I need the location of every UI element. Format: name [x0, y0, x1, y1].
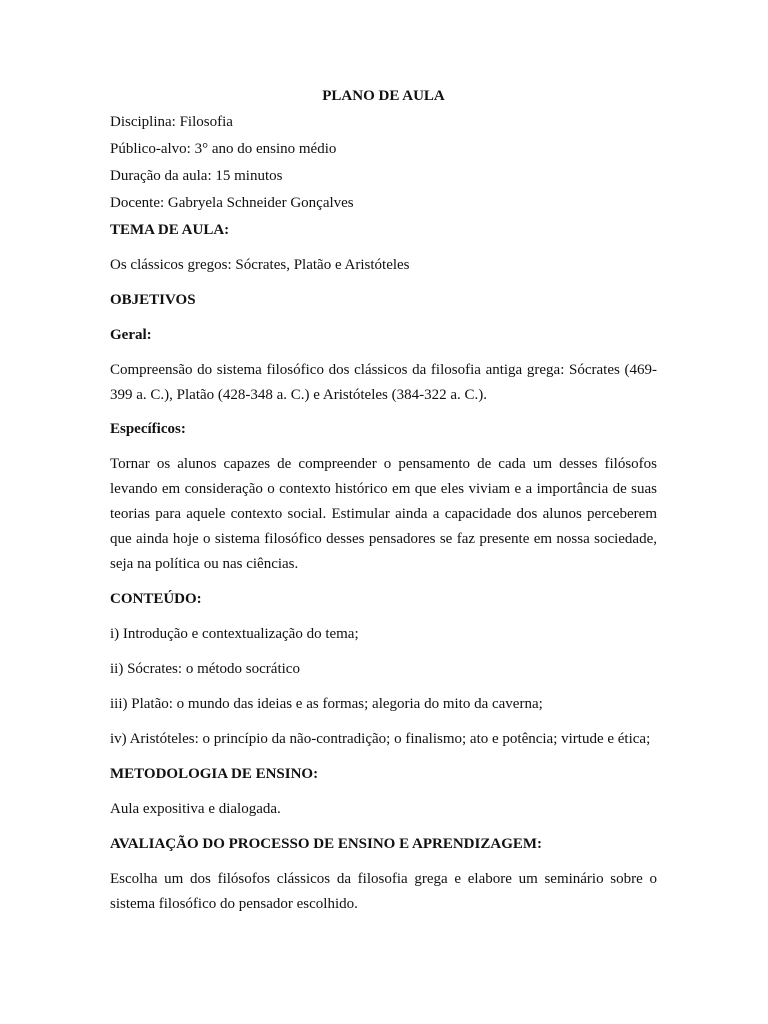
conteudo-item-1: i) Introdução e contextualização do tema; [110, 626, 359, 642]
especificos-heading: Específicos: [110, 421, 186, 437]
header-audience: Público-alvo: 3° ano do ensino médio [110, 141, 337, 157]
conteudo-heading: CONTEÚDO: [110, 591, 202, 607]
avaliacao-text: Escolha um dos filósofos clássicos da filosofia grega e elabore um seminário sobre o sistema filosófico do pensador escolhido. [110, 871, 657, 912]
header-teacher: Docente: Gabryela Schneider Gonçalves [110, 195, 354, 211]
metodologia-heading: METODOLOGIA DE ENSINO: [110, 766, 319, 782]
document-title: PLANO DE AULA [322, 88, 445, 104]
objetivos-heading: OBJETIVOS [110, 292, 196, 308]
conteudo-item-3: iii) Platão: o mundo das ideias e as formas; alegoria do mito da caverna; [110, 696, 543, 712]
metodologia-text: Aula expositiva e dialogada. [110, 801, 281, 817]
conteudo-item-2: ii) Sócrates: o método socrático [110, 661, 300, 677]
header-discipline: Disciplina: Filosofia [110, 114, 233, 130]
geral-text: Compreensão do sistema filosófico dos clássicos da filosofia antiga grega: Sócrates (469-399 a. C.), Platão (428-348 a. C.) e Aristóteles (384-322 a. C.). [110, 362, 657, 403]
document-page [110, 84, 657, 917]
conteudo-item-4: iv) Aristóteles: o princípio da não-contradição; o finalismo; ato e potência; virtude e ética; [110, 731, 651, 747]
header-duration: Duração da aula: 15 minutos [110, 168, 283, 184]
especificos-text: Tornar os alunos capazes de compreender o pensamento de cada um desses filósofos levando em consideração o contexto histórico em que eles viviam e a importância de suas teorias para aquele contexto social. Estimular ainda a capacidade dos alunos perceberem que ainda hoje o sistema filosófico desses pensadores se faz presente em nossa sociedade, seja na política ou nas ciências. [110, 456, 657, 572]
tema-heading: TEMA DE AULA: [110, 222, 230, 238]
geral-heading: Geral: [110, 327, 152, 343]
tema-text: Os clássicos gregos: Sócrates, Platão e Aristóteles [110, 257, 410, 273]
avaliacao-heading: AVALIAÇÃO DO PROCESSO DE ENSINO E APRENDIZAGEM: [110, 836, 543, 852]
